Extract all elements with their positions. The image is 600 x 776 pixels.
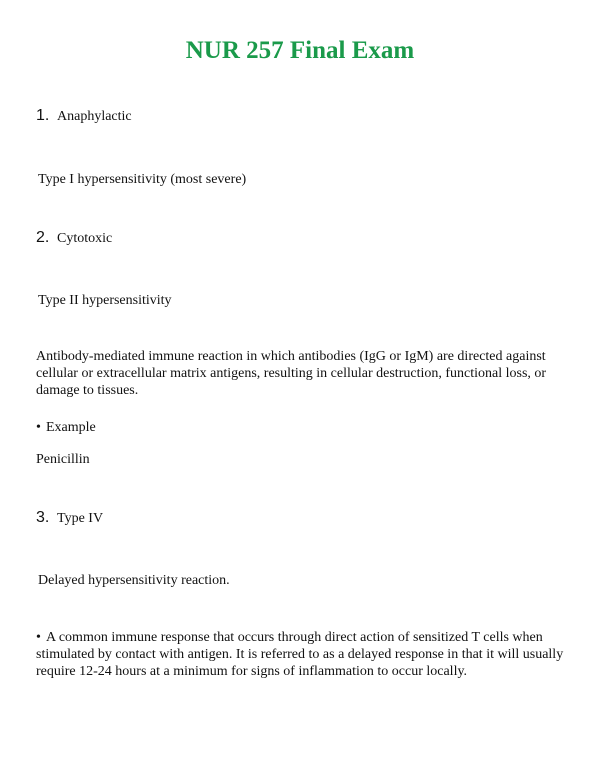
- question-number: 3.: [36, 509, 50, 526]
- question-2-heading: [36, 229, 112, 247]
- question-number: 1.: [36, 107, 50, 124]
- question-1-heading: [36, 107, 132, 125]
- example-label: Example: [46, 420, 96, 435]
- question-3-description-row: [36, 629, 566, 680]
- question-3-answer: Delayed hypersensitivity reaction.: [38, 573, 230, 588]
- question-2-example-label-row: [36, 419, 96, 436]
- question-2-description: Antibody-mediated immune reaction in which antibodies (IgG or IgM) are directed against cellular or extracellular matrix antigens, resulting in cellular destruction, functional loss, or damage to tissues.: [36, 349, 547, 398]
- document-title: NUR 257 Final Exam: [185, 37, 415, 64]
- question-number: 2.: [36, 229, 50, 246]
- bullet-icon: •: [36, 630, 41, 645]
- bullet-icon: •: [36, 420, 41, 435]
- question-3-description: A common immune response that occurs through direct action of sensitized T cells when stimulated by contact with antigen. It is referred to as a delayed response in that it will usually require 12-24 hours at a minimum for signs of inflammation to occur locally.: [36, 630, 564, 679]
- question-3-heading: [36, 509, 103, 527]
- question-term: Anaphylactic: [57, 109, 132, 124]
- question-2-answer: Type II hypersensitivity: [38, 293, 172, 308]
- question-1-answer: Type I hypersensitivity (most severe): [38, 172, 247, 187]
- question-term: Cytotoxic: [57, 231, 113, 246]
- question-term: Type IV: [57, 511, 104, 526]
- question-2-example-value: Penicillin: [36, 452, 90, 467]
